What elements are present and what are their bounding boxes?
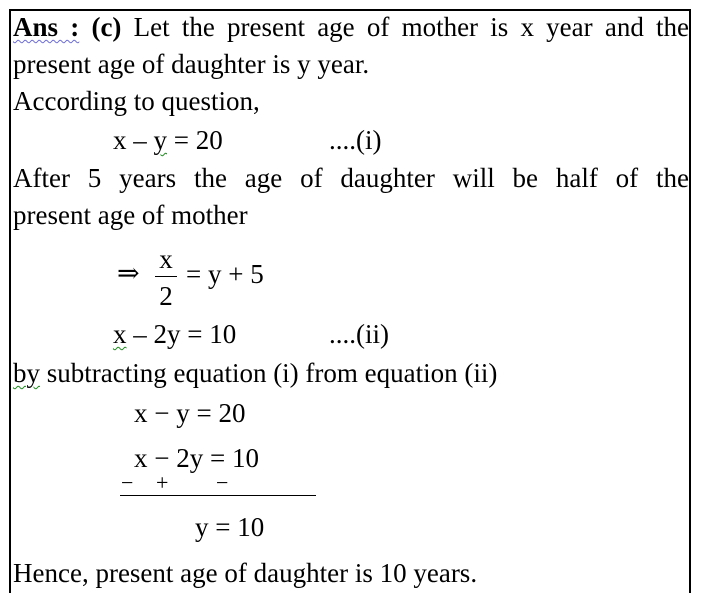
sign-minus-1: −	[121, 470, 134, 495]
eq1-y: y	[153, 125, 167, 155]
fraction-denominator: 2	[159, 281, 173, 311]
equation-1-tag: ....(i)	[329, 125, 382, 155]
eq1-minus: –	[133, 125, 154, 155]
fraction-rhs: = y + 5	[186, 259, 264, 289]
subtract-line	[13, 357, 497, 389]
implies-arrow: ⇒	[117, 258, 140, 288]
sign-plus: +	[156, 470, 169, 495]
by-word: by	[13, 358, 40, 388]
after-line-1: After 5 years the age of daughter will be half of the	[13, 163, 689, 193]
fraction-numerator: x	[159, 244, 173, 274]
fraction-bar	[155, 276, 177, 277]
equation-2	[113, 318, 236, 350]
eq2-rest: – 2y = 10	[126, 319, 237, 349]
intro-line-2: present age of daughter is y year.	[13, 49, 370, 79]
equation-1	[113, 124, 223, 156]
sign-minus-2: −	[216, 470, 229, 495]
equation-2-tag: ....(ii)	[329, 319, 389, 349]
subtraction-result: y = 10	[195, 512, 265, 542]
intro-text-1: Let the present age of mother is x year and the	[133, 12, 690, 42]
subtraction-line-2: x − 2y = 10	[134, 443, 259, 473]
option-label: (c)	[91, 12, 122, 42]
intro-line-1	[13, 11, 689, 43]
subtraction-line-1: x − y = 20	[134, 398, 246, 428]
conclusion-line: Hence, present age of daughter is 10 years.	[13, 558, 478, 588]
eq2-x: x	[113, 319, 127, 349]
eq1-x: x	[113, 125, 127, 155]
according-line: According to question,	[13, 86, 260, 116]
subtraction-rule	[120, 495, 316, 496]
eq1-rhs: = 20	[167, 125, 223, 155]
subtract-text: subtracting equation (i) from equation (ii)	[40, 358, 498, 388]
after-line-2: present age of mother	[13, 200, 248, 230]
ans-label: Ans :	[13, 12, 80, 42]
